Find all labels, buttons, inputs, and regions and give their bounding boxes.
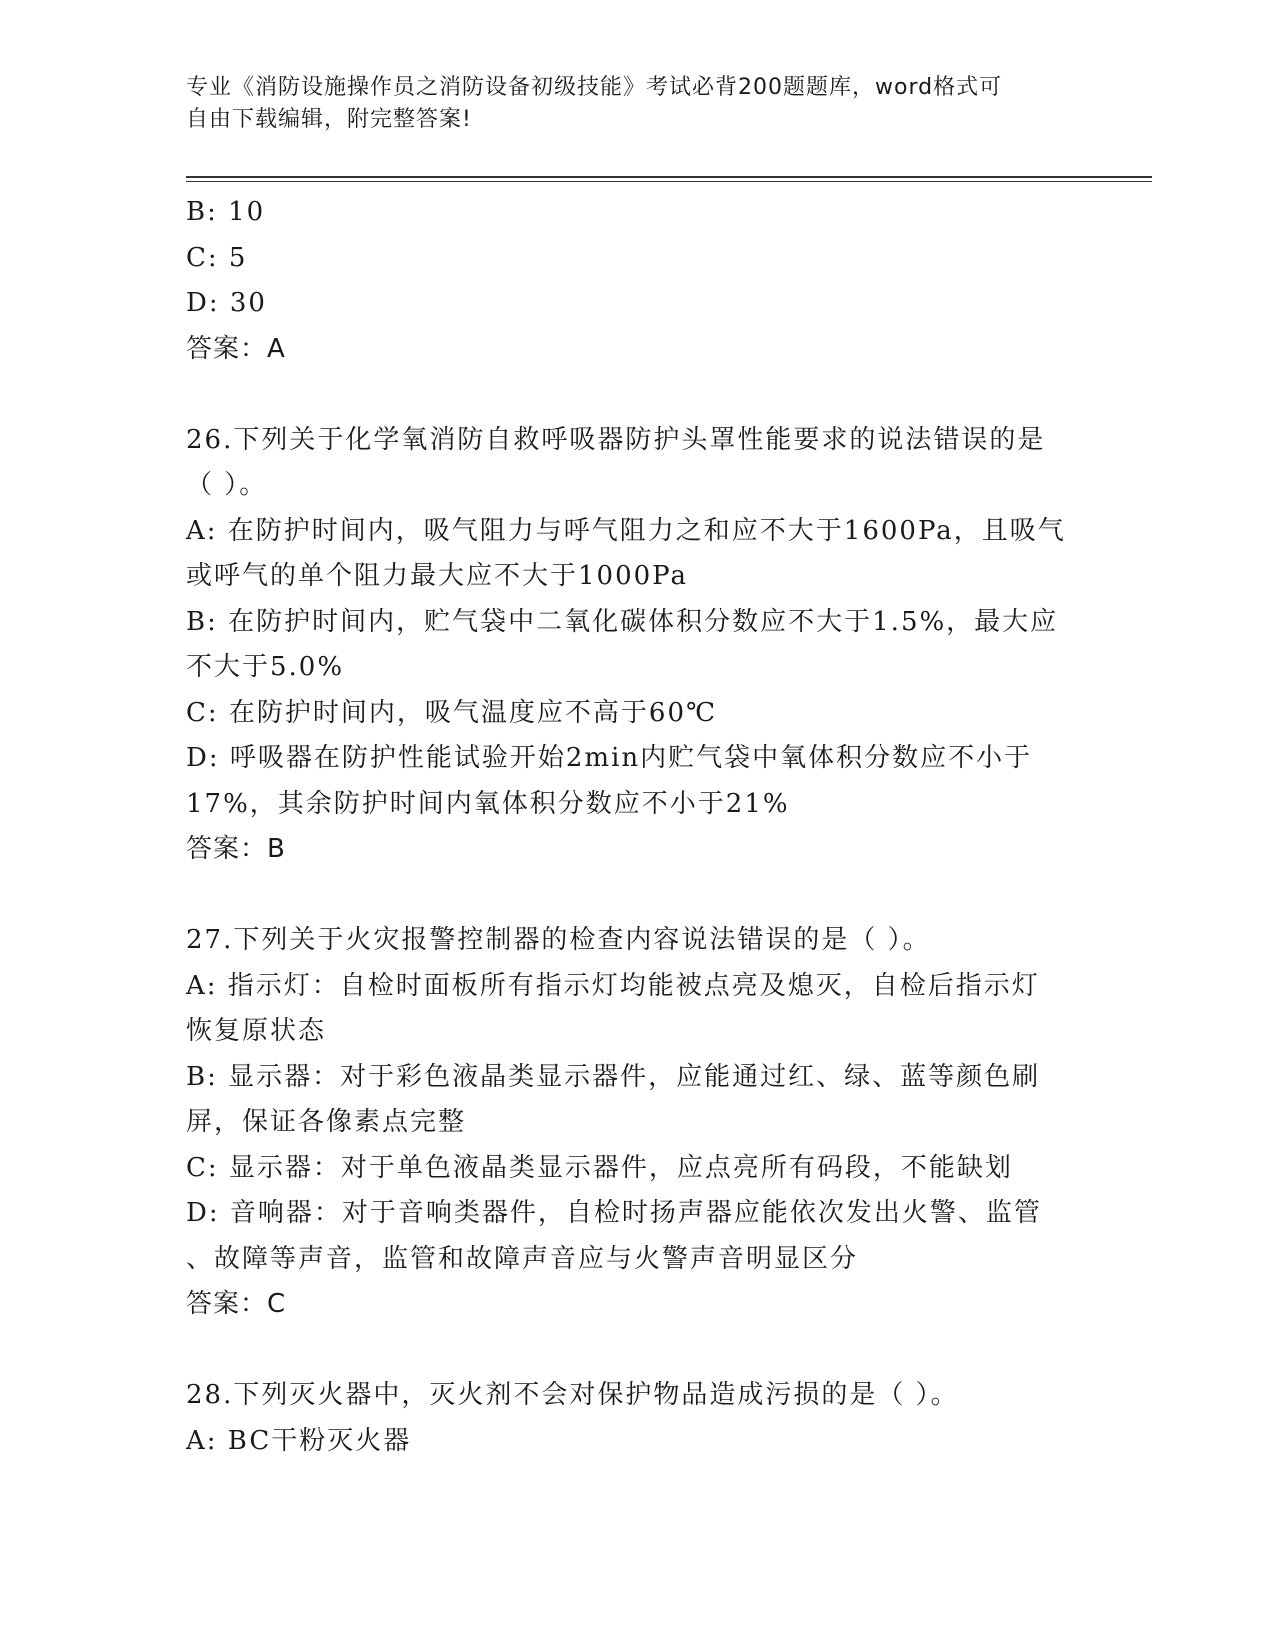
- q26-stem-line1: 26.下列关于化学氧消防自救呼吸器防护头罩性能要求的说法错误的是: [186, 424, 1046, 455]
- q26-option-c: C: 在防护时间内，吸气温度应不高于60℃: [186, 697, 718, 728]
- q26-option-b-line1: B: 在防护时间内，贮气袋中二氧化碳体积分数应不大于1.5%，最大应: [186, 606, 1059, 637]
- q27-stem: 27.下列关于火灾报警控制器的检查内容说法错误的是（ ）。: [186, 925, 931, 955]
- q26-option-d-line1: D: 呼吸器在防护性能试验开始2min内贮气袋中氧体积分数应不小于: [186, 743, 1033, 773]
- q28-stem: 28.下列灭火器中，灭火剂不会对保护物品造成污损的是（ ）。: [186, 1380, 959, 1410]
- q28-option-a: A: BC干粉灭火器: [186, 1425, 412, 1456]
- page-header: [186, 72, 1056, 136]
- q26-option-b-line2: 不大于5.0%: [186, 652, 345, 682]
- q25-option-d: D: 30: [186, 288, 267, 318]
- q26-answer: 答案：B: [186, 834, 286, 864]
- q27-option-a-line1: A: 指示灯：自检时面板所有指示灯均能被点亮及熄灭，自检后指示灯: [186, 970, 1040, 1001]
- q27-option-d-line2: 、故障等声音，监管和故障声音应与火警声音明显区分: [186, 1243, 859, 1274]
- q26-option-a-line1: A: 在防护时间内，吸气阻力与呼气阻力之和应不大于1600Pa，且吸气: [186, 515, 1066, 546]
- q26-option-d-line2: 17%，其余防护时间内氧体积分数应不小于21%: [186, 788, 790, 819]
- header-divider: [186, 176, 1152, 182]
- q25-option-b: B: 10: [186, 197, 266, 227]
- header-title-line1: 专业《消防设施操作员之消防设备初级技能》考试必背200题题库，word格式可: [186, 75, 1003, 100]
- header-title-line2: 自由下载编辑，附完整答案!: [186, 107, 472, 132]
- q27-option-a-line2: 恢复原状态: [186, 1016, 327, 1046]
- spacer: [186, 1328, 1086, 1374]
- q26-stem-line2: （ ）。: [186, 470, 268, 500]
- q25-answer: 答案：A: [186, 333, 286, 364]
- q27-option-b-line2: 屏，保证各像素点完整: [186, 1107, 467, 1137]
- q26-option-a-line2: 或呼气的单个阻力最大应不大于1000Pa: [186, 561, 688, 591]
- q27-option-c: C: 显示器：对于单色液晶类显示器件，应点亮所有码段，不能缺划: [186, 1152, 1013, 1183]
- spacer: [186, 372, 1086, 418]
- spacer: [186, 873, 1086, 919]
- q27-option-b-line1: B: 显示器：对于彩色液晶类显示器件，应能通过红、绿、蓝等颜色刷: [186, 1061, 1041, 1092]
- q27-option-d-line1: D: 音响器：对于音响类器件，自检时扬声器应能依次发出火警、监管: [186, 1198, 1042, 1228]
- q25-option-c: C: 5: [186, 242, 248, 273]
- question-content: [186, 190, 1086, 1464]
- q27-answer: 答案：C: [186, 1289, 287, 1319]
